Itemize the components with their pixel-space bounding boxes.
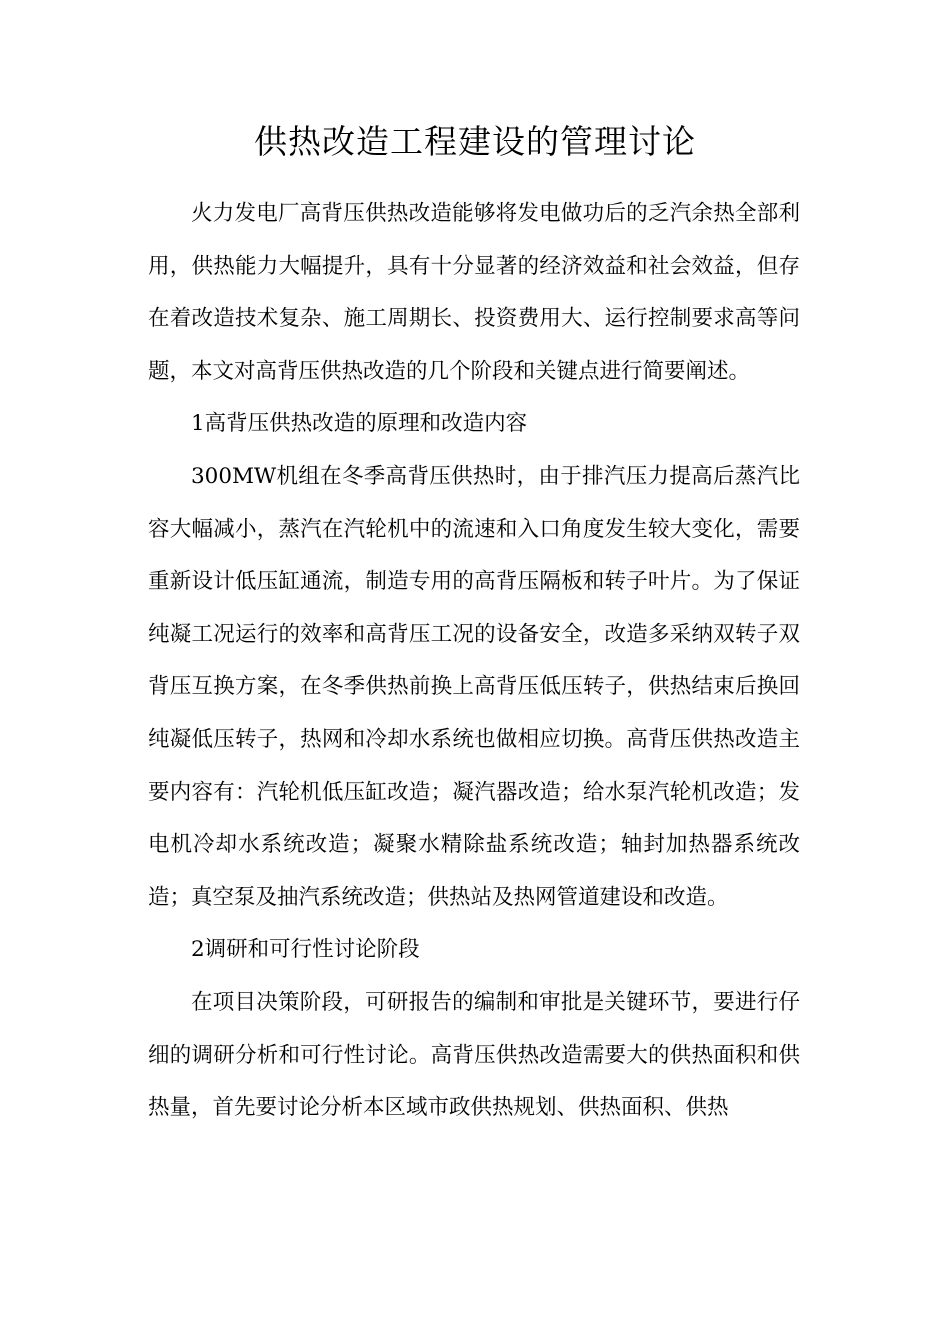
section-1-heading: 1高背压供热改造的原理和改造内容 — [191, 411, 528, 437]
intro-paragraph: 火力发电厂高背压供热改造能够将发电做功后的乏汽余热全部利用，供热能力大幅提升，具有十分显著的经济效益和社会效益，但存在着改造技术复杂、施工周期长、投资费用大、运行控制要求高等问题，本文对高背压供热改造的几个阶段和关键点进行简要阐述。 — [148, 201, 800, 384]
section-2-paragraph: 在项目决策阶段，可研报告的编制和审批是关键环节，要进行仔细的调研分析和可行性讨论。高背压供热改造需要大的供热面积和供热量，首先要讨论分析本区域市政供热规划、供热面积、供热 — [148, 989, 800, 1121]
document-title: 供热改造工程建设的管理讨论 — [254, 122, 696, 161]
document-body — [148, 188, 800, 1135]
section-2-heading: 2调研和可行性讨论阶段 — [191, 937, 420, 963]
section-1-paragraph: 300MW机组在冬季高背压供热时，由于排汽压力提高后蒸汽比容大幅减小，蒸汽在汽轮机中的流速和入口角度发生较大变化，需要重新设计低压缸通流，制造专用的高背压隔板和转子叶片。为了保证纯凝工况运行的效率和高背压工况的设备安全，改造多采纳双转子双背压互换方案，在冬季供热前换上高背压低压转子，供热结束后换回纯凝低压转子，热网和冷却水系统也做相应切换。高背压供热改造主要内容有：汽轮机低压缸改造；凝汽器改造；给水泵汽轮机改造；发电机冷却水系统改造；凝聚水精除盐系统改造；轴封加热器系统改造；真空泵及抽汽系统改造；供热站及热网管道建设和改造。 — [148, 463, 800, 910]
